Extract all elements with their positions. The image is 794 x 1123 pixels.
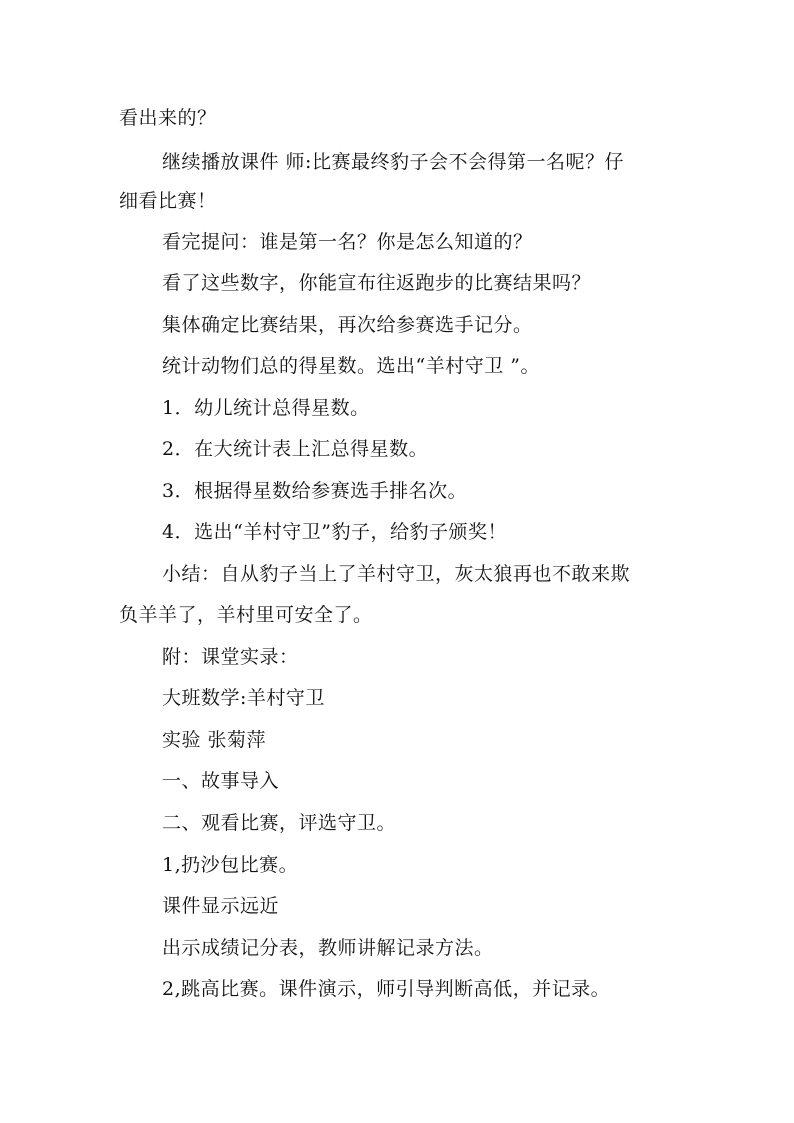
list-item: 1．幼儿统计总得星数。: [162, 397, 370, 419]
lesson-title: 大班数学:羊村守卫: [162, 687, 325, 709]
list-item: 4．选出“羊村守卫”豹子，给豹子颁奖！: [162, 521, 508, 543]
text-line: 统计动物们总的得星数。选出“羊村守卫 ”。: [162, 355, 540, 377]
list-item: 3．根据得星数给参赛选手排名次。: [162, 480, 468, 502]
text-line: 继续播放课件 师:比赛最终豹子会不会得第一名呢？仔: [162, 151, 624, 173]
text-line: 课件显示远近: [162, 895, 280, 917]
text-line: 看出来的？: [119, 107, 217, 129]
text-line: 看完提问：谁是第一名？你是怎么知道的？: [162, 231, 533, 253]
section-heading: 二、观看比赛，评选守卫。: [162, 812, 397, 834]
section-heading: 一、故事导入: [162, 770, 280, 792]
text-line: 小结：自从豹子当上了羊村守卫，灰太狼再也不敢来欺: [162, 563, 631, 585]
text-line: 负羊羊了，羊村里可安全了。: [119, 604, 373, 626]
text-line: 细看比赛！: [119, 190, 217, 212]
list-item: 1,扔沙包比赛。: [162, 854, 299, 876]
text-line: 集体确定比赛结果，再次给参赛选手记分。: [162, 314, 533, 336]
text-line: 看了这些数字，你能宣布往返跑步的比赛结果吗？: [162, 272, 592, 294]
list-item: 2,跳高比赛。课件演示，师引导判断高低，并记录。: [162, 978, 611, 1000]
list-item: 2．在大统计表上汇总得星数。: [162, 438, 429, 460]
section-label: 附：课堂实录：: [162, 646, 299, 668]
text-line: 出示成绩记分表，教师讲解记录方法。: [162, 937, 494, 959]
author-line: 实验 张菊萍: [162, 729, 267, 751]
